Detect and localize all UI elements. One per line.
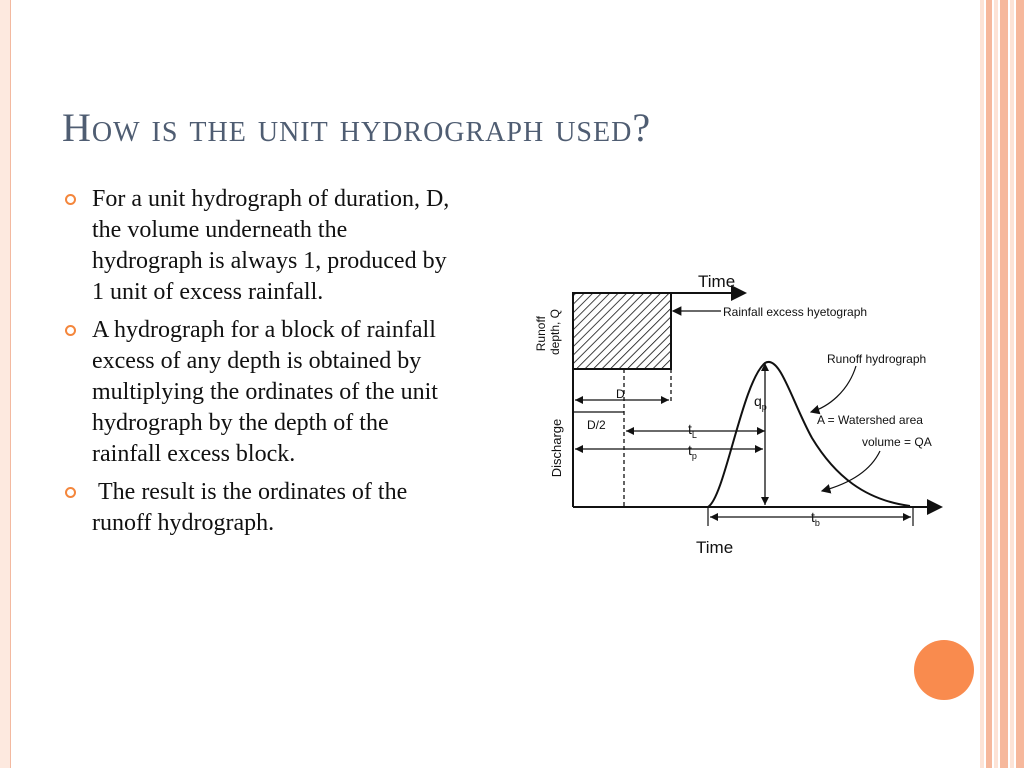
- time-bottom-label: Time: [696, 538, 734, 557]
- discharge-label: Discharge: [549, 418, 564, 478]
- bullet-item: [62, 315, 462, 470]
- volume-label: volume = QA: [862, 435, 932, 449]
- bullet-text: For a unit hydrograph of duration, D, the volume underneath the hydrograph is always 1, produced by 1 unit of excess rainfall.: [92, 186, 450, 305]
- bullet-circle-icon: [65, 325, 76, 336]
- bullet-text: A hydrograph for a block of rainfall excess of any depth is obtained by multiplying the ordinates of the unit hydrograph by the depth of the rainfall excess block.: [92, 317, 438, 467]
- accent-circle: [914, 640, 974, 700]
- slide-title: How is the unit hydrograph used?: [62, 105, 652, 150]
- bullet-circle-icon: [65, 194, 76, 205]
- unit-hydrograph-diagram: [530, 262, 960, 562]
- runoff-hydrograph-leader: [811, 366, 856, 412]
- d-label: D: [616, 387, 625, 401]
- runoff-depth-label: [534, 309, 562, 355]
- volume-leader: [822, 451, 880, 491]
- runoff-depth-line1: Runoff: [534, 316, 548, 352]
- slide-left-border: [0, 0, 11, 768]
- watershed-area-label: A = Watershed area: [817, 413, 923, 427]
- tl-label: $t_L$: [688, 421, 697, 440]
- runoff-depth-line2: depth, Q: [548, 308, 562, 356]
- bullet-circle-icon: [65, 487, 76, 498]
- bullet-text: The result is the ordinates of the runoff hydrograph.: [92, 479, 414, 536]
- bullet-list: [62, 184, 462, 546]
- decorative-stripes: [980, 0, 1024, 768]
- time-top-label: Time: [698, 272, 736, 291]
- bullet-item: [62, 477, 462, 539]
- tp-label: $t_p$: [688, 442, 697, 461]
- bullet-item: [62, 184, 462, 308]
- runoff-hydrograph-label: Runoff hydrograph: [827, 352, 927, 366]
- hyetograph-label: Rainfall excess hyetograph: [723, 305, 868, 319]
- d-half-label: D/2: [587, 418, 606, 432]
- tb-label: $t_b$: [811, 509, 820, 528]
- hyetograph-block: [573, 293, 671, 369]
- qp-label: $q_p$: [754, 393, 767, 412]
